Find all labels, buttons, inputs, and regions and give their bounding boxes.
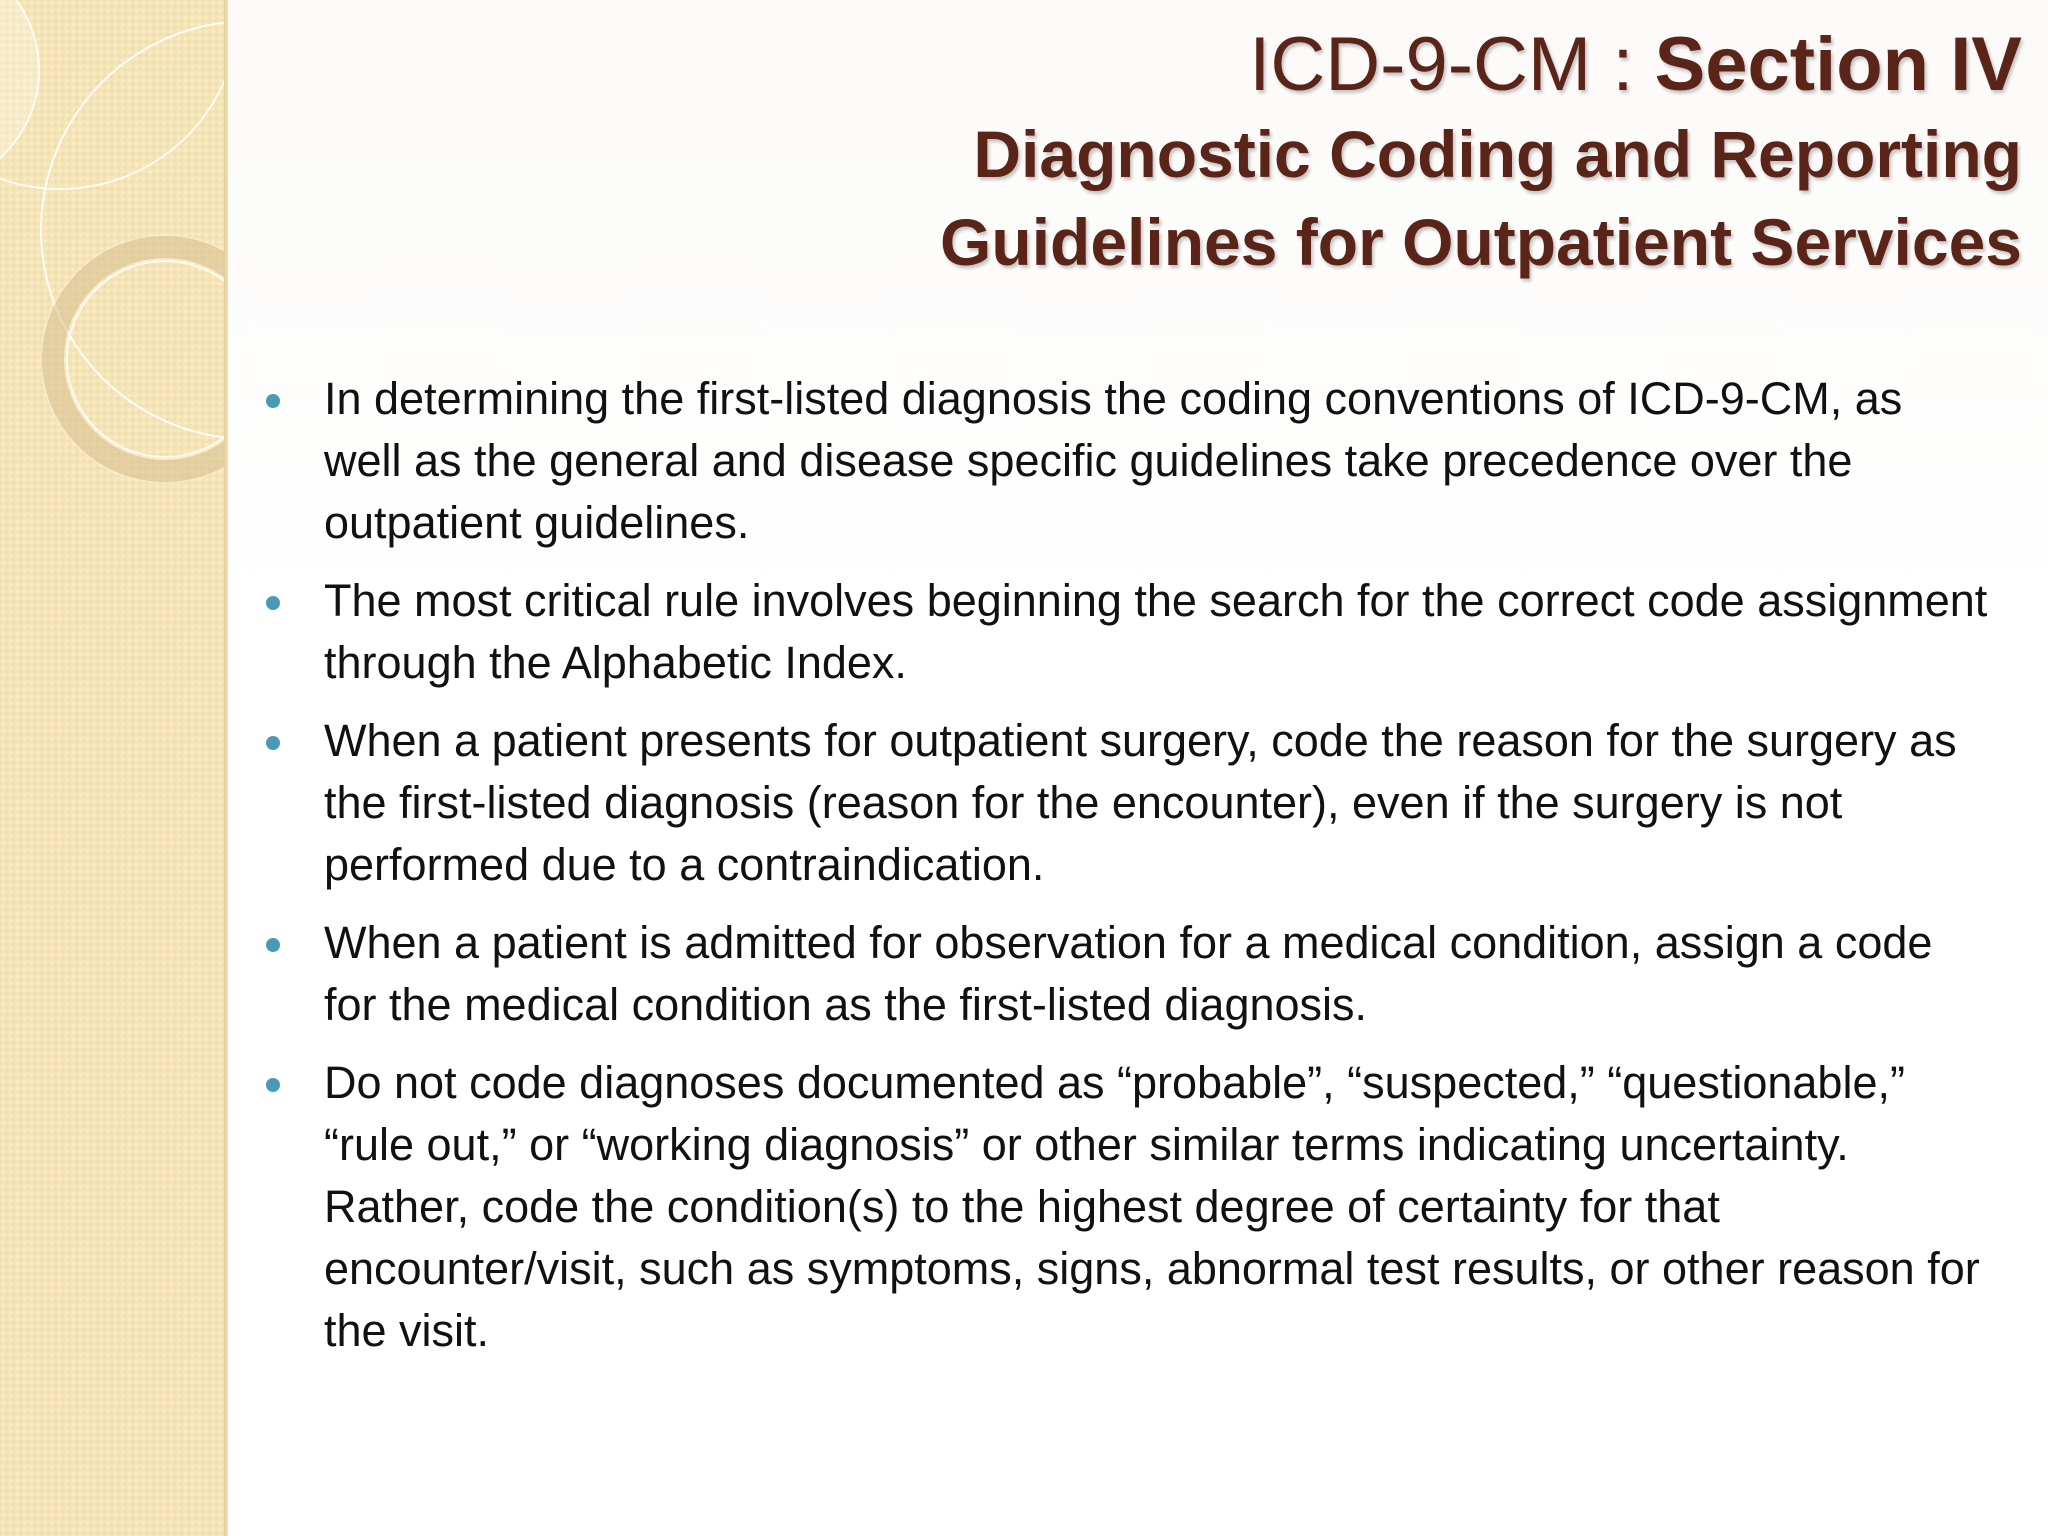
- slide-title: [522, 20, 2022, 286]
- bullet-text: The most critical rule involves beginning the search for the correct code assignment through the Alphabetic Index.: [324, 575, 1988, 688]
- title-subtitle-line1: Diagnostic Coding and Reporting: [973, 117, 2022, 191]
- bullet-dot-icon: [266, 938, 280, 952]
- bullet-text: In determining the first-listed diagnosis the coding conventions of ICD-9-CM, as well as the general and disease specific guidelines take precedence over the outpatient guidelines.: [324, 373, 1903, 548]
- decorative-side-band: [0, 0, 228, 1536]
- title-line: [522, 20, 2022, 110]
- bullet-dot-icon: [266, 1078, 280, 1092]
- bullet-item: [262, 912, 1992, 1036]
- bullet-list: [262, 368, 1992, 1378]
- bullet-text: Do not code diagnoses documented as “probable”, “suspected,” “questionable,” “rule out,” or “working diagnosis” or other similar terms indicating uncertainty. Rather, code the condition(s) to the highest degree of certainty for that encounter/visit, such as symptoms, signs, abnormal test results, or other reason for the visit.: [324, 1057, 1980, 1356]
- bullet-item: [262, 710, 1992, 896]
- side-band-edge: [224, 0, 228, 1536]
- bullet-dot-icon: [266, 736, 280, 750]
- title-section: Section IV: [1654, 22, 2022, 107]
- title-subtitle-line2: Guidelines for Outpatient Services: [940, 205, 2022, 279]
- bullet-dot-icon: [266, 394, 280, 408]
- bullet-text: When a patient is admitted for observation for a medical condition, assign a code for the medical condition as the first-listed diagnosis.: [324, 917, 1933, 1030]
- bullet-item: [262, 1052, 1992, 1362]
- bullet-text: When a patient presents for outpatient surgery, code the reason for the surgery as the first-listed diagnosis (reason for the encounter), even if the surgery is not performed due to a contraindication.: [324, 715, 1957, 890]
- title-prefix: ICD-9-CM :: [1249, 22, 1655, 107]
- bullet-item: [262, 368, 1992, 554]
- bullet-dot-icon: [266, 596, 280, 610]
- bullet-item: [262, 570, 1992, 694]
